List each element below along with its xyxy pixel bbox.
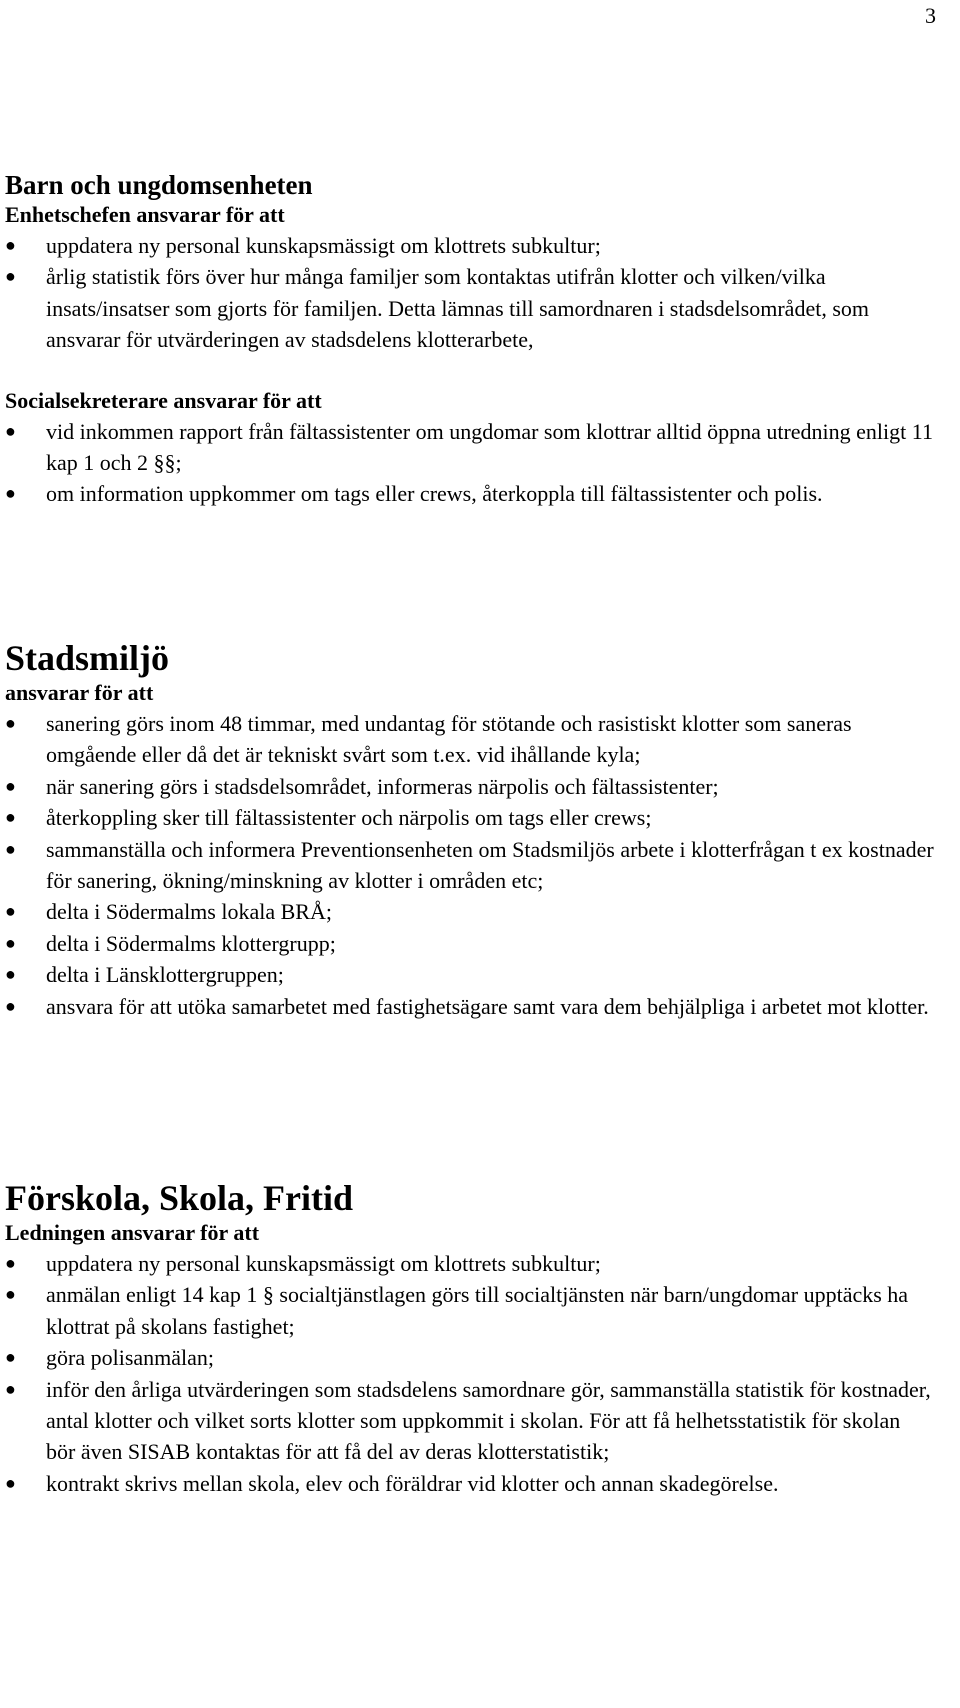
- bullet-icon: ●: [5, 807, 16, 828]
- bullet-icon: ●: [5, 483, 16, 504]
- section-title: Stadsmiljö: [5, 638, 170, 678]
- bullet-list: [5, 416, 935, 510]
- list-item: ● ansvara för att utöka samarbetet med fastighetsägare samt vara dem behjälpliga i arbetet mot klotter.: [5, 991, 935, 1022]
- subheading-enhetschefen: Enhetschefen ansvarar för att: [5, 202, 285, 227]
- section-title: Förskola, Skola, Fritid: [5, 1178, 354, 1218]
- bullet-icon: ●: [5, 713, 16, 733]
- subheading-ansvarar: ansvarar för att: [5, 680, 154, 705]
- list-item: ● delta i Södermalms lokala BRÅ;: [5, 896, 935, 927]
- bullet-icon: ●: [5, 235, 16, 255]
- list-item: ● göra polisanmälan;: [5, 1342, 935, 1373]
- list-item: ● uppdatera ny personal kunskapsmässigt om klottrets subkultur;: [5, 230, 935, 261]
- bullet-icon: ●: [5, 995, 16, 1016]
- list-item: ● delta i Södermalms klottergrupp;: [5, 928, 935, 959]
- section-stadsmiljo: [5, 638, 935, 1022]
- list-item: ● delta i Länsklottergruppen;: [5, 959, 935, 990]
- list-item: ● årlig statistik förs över hur många familjer som kontaktas utifrån klotter och vilken/vilka insats/insatser som gjorts för familjen. Detta lämnas till samordnaren i stadsdelsområdet, som ansvarar för utvärderingen av stadsdelens klotterarbete,: [5, 261, 935, 355]
- list-item: ● inför den årliga utvärderingen som stadsdelens samordnare gör, sammanställa statistik för kostnader, antal klotter och vilket sorts klotter som uppkommit i skolan. För att få helhetsstatistik för skolan bör även SISAB kontaktas för att få del av deras klotterstatistik;: [5, 1374, 935, 1468]
- list-item: ● sanering görs inom 48 timmar, med undantag för stötande och rasistiskt klotter som saneras omgående eller då det är tekniskt svårt som t.ex. vid ihållande kyla;: [5, 708, 935, 771]
- bullet-list: [5, 708, 935, 1022]
- bullet-icon: ●: [5, 1253, 16, 1273]
- bullet-icon: ●: [5, 964, 16, 985]
- bullet-icon: ●: [5, 1347, 16, 1368]
- section-title: Barn och ungdomsenheten: [5, 170, 313, 200]
- bullet-list: [5, 1248, 935, 1499]
- list-item: ● anmälan enligt 14 kap 1 § socialtjänstlagen görs till socialtjänsten när barn/ungdomar upptäcks ha klottrat på skolans fastighet;: [5, 1279, 935, 1342]
- bullet-icon: ●: [5, 932, 16, 953]
- list-item: ● återkoppling sker till fältassistenter och närpolis om tags eller crews;: [5, 802, 935, 833]
- bullet-icon: ●: [5, 775, 16, 796]
- section-barn-och-ungdomsenheten: [5, 170, 935, 510]
- bullet-icon: ●: [5, 266, 16, 287]
- bullet-list: [5, 230, 935, 356]
- bullet-icon: ●: [5, 1284, 16, 1305]
- section-forskola-skola-fritid: [5, 1178, 935, 1499]
- list-item: ● uppdatera ny personal kunskapsmässigt om klottrets subkultur;: [5, 1248, 935, 1279]
- list-item: ● kontrakt skrivs mellan skola, elev och föräldrar vid klotter och annan skadegörelse.: [5, 1468, 935, 1499]
- bullet-icon: ●: [5, 838, 16, 859]
- subheading-ledningen: Ledningen ansvarar för att: [5, 1220, 260, 1245]
- bullet-icon: ●: [5, 1378, 16, 1399]
- subheading-socialsekreterare: Socialsekreterare ansvarar för att: [5, 387, 322, 413]
- list-item: ● om information uppkommer om tags eller crews, återkoppla till fältassistenter och polis.: [5, 478, 935, 509]
- bullet-icon: ●: [5, 420, 16, 441]
- list-item: ● när sanering görs i stadsdelsområdet, informeras närpolis och fältassistenter;: [5, 771, 935, 802]
- page-number: 3: [925, 3, 936, 28]
- bullet-icon: ●: [5, 1472, 16, 1493]
- list-item: ● vid inkommen rapport från fältassistenter om ungdomar som klottrar alltid öppna utredning enligt 11 kap 1 och 2 §§;: [5, 416, 935, 479]
- bullet-icon: ●: [5, 901, 16, 922]
- list-item: ● sammanställa och informera Preventionsenheten om Stadsmiljös arbete i klotterfrågan t ex kostnader för sanering, ökning/minskning av klotter i områden etc;: [5, 834, 935, 897]
